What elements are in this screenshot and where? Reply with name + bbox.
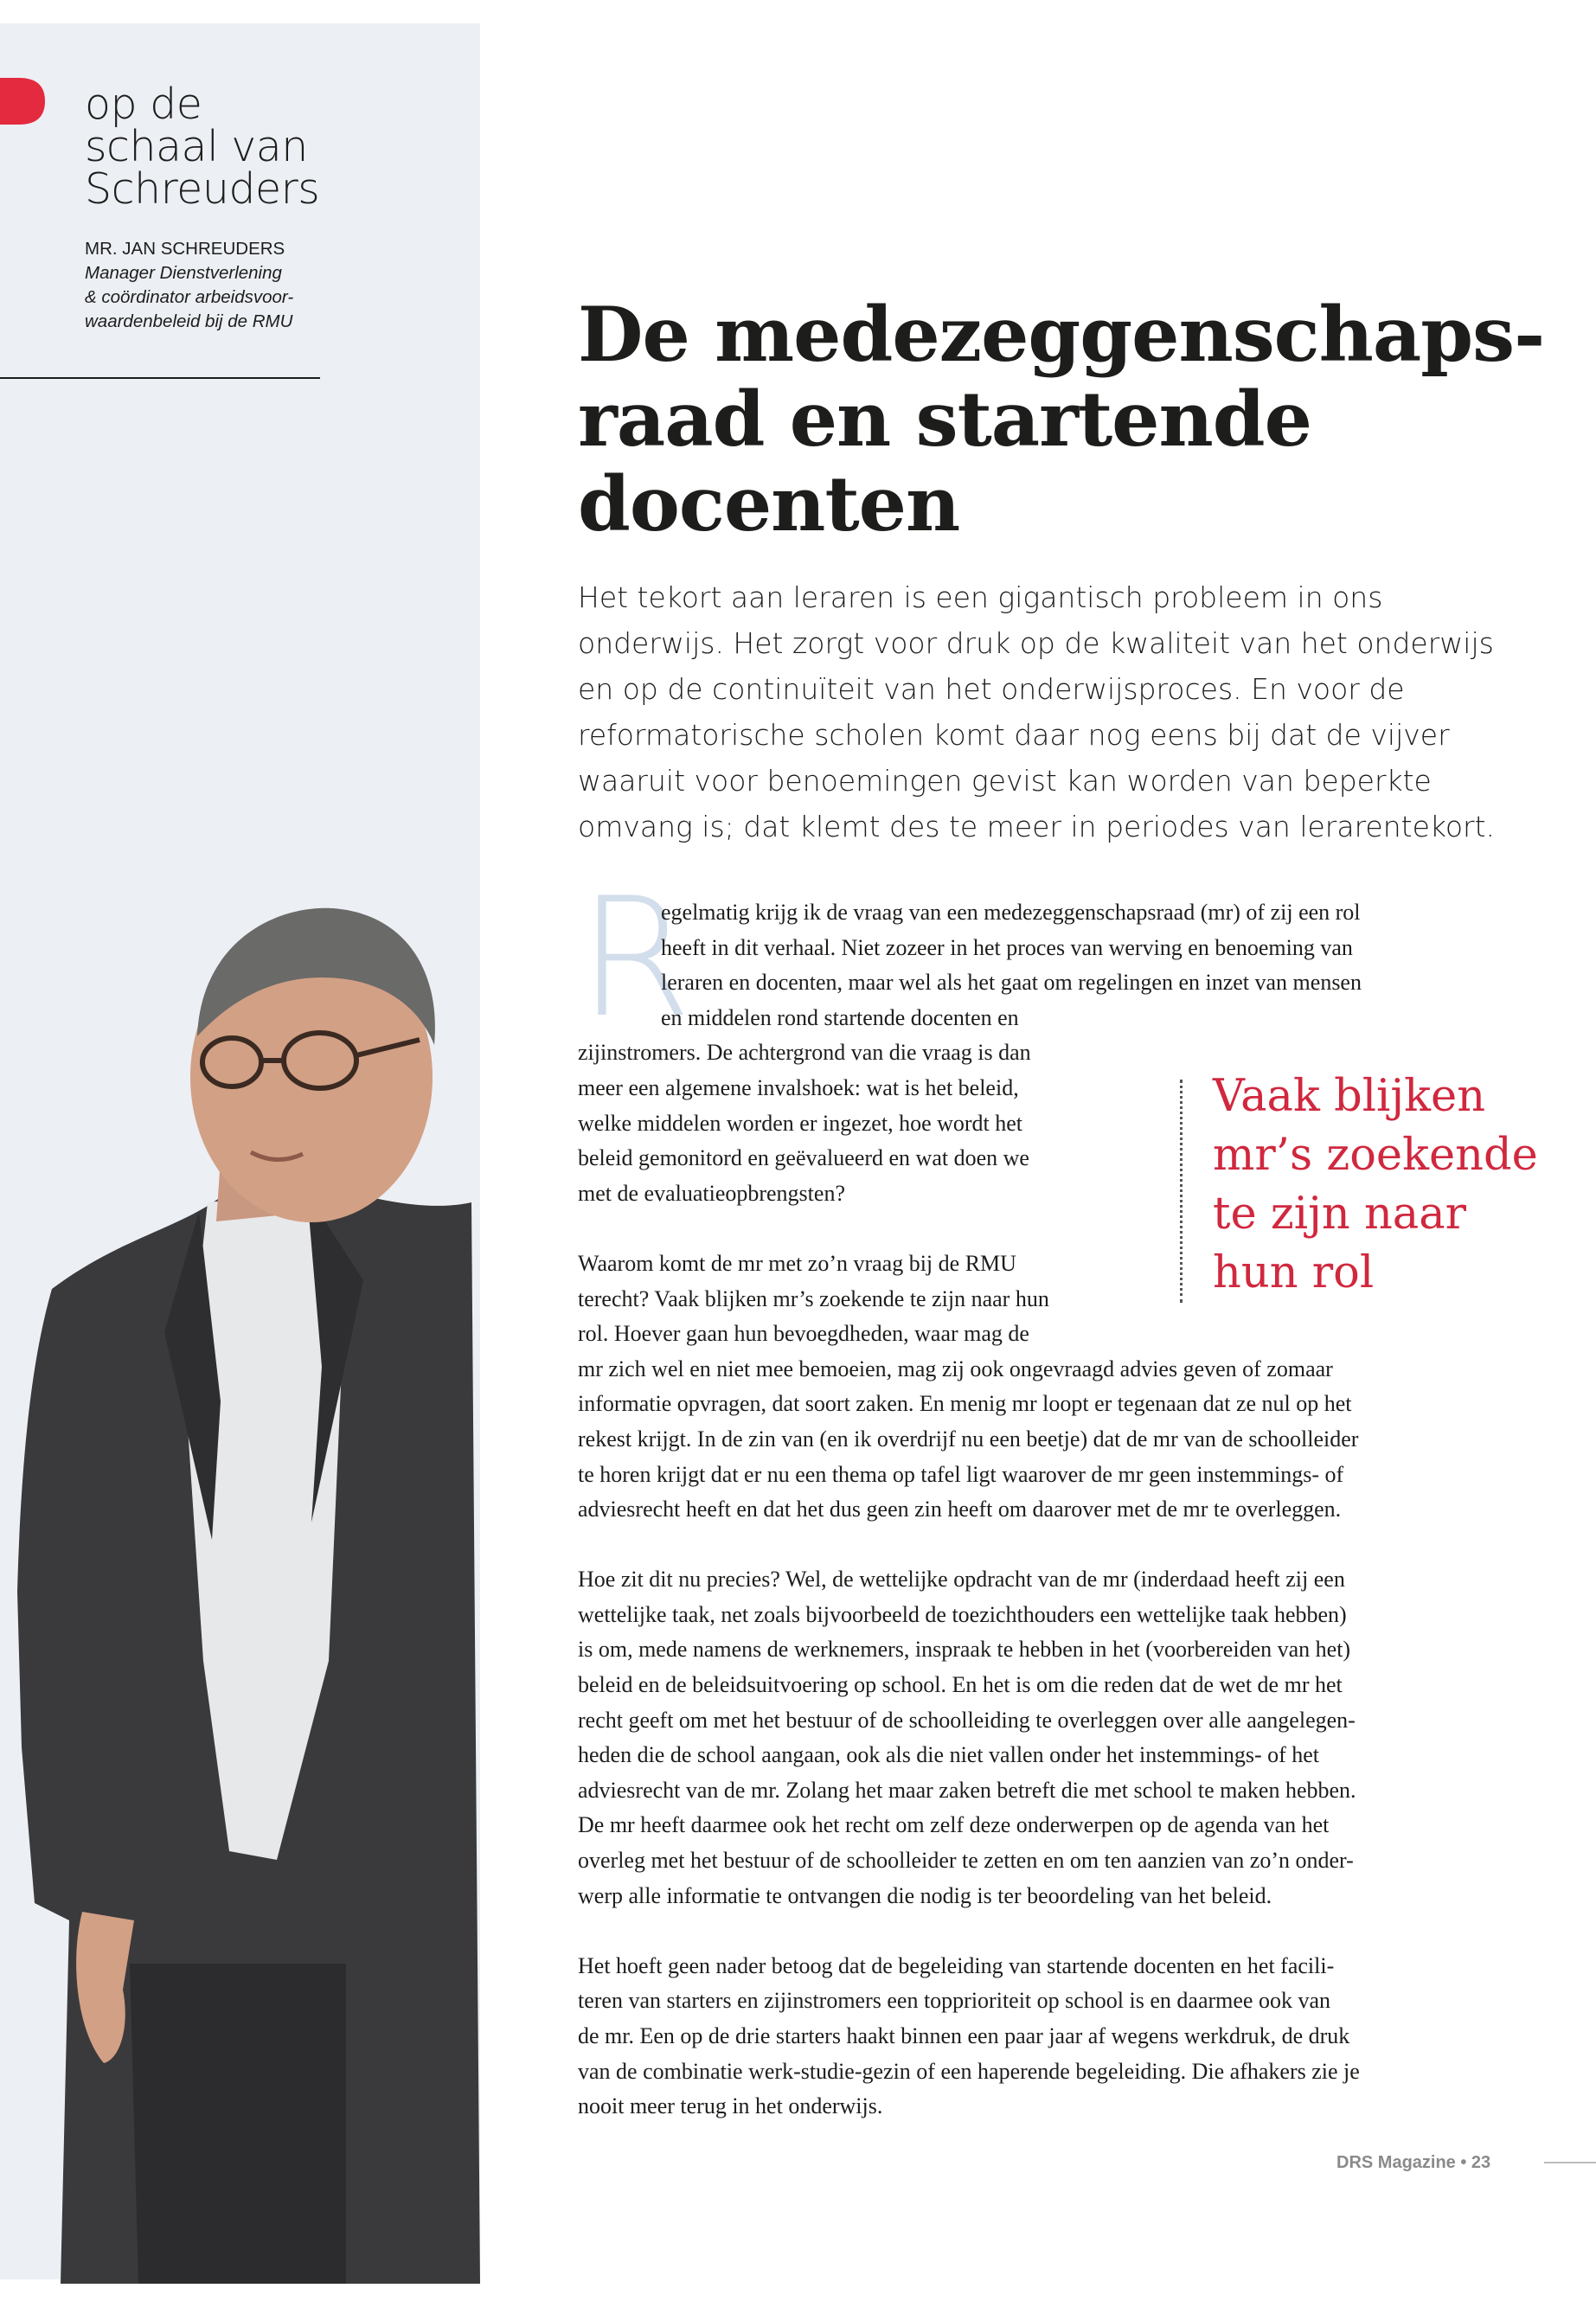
- body-line: mr zich wel en niet mee bemoeien, mag zij ook ongevraagd advies geven of zomaar: [578, 1356, 1333, 1381]
- intro-line: Het tekort aan leraren is een gigantisch probleem in ons: [578, 580, 1383, 614]
- author-role-line: & coördinator arbeidsvoor-: [85, 287, 294, 307]
- body-line: Hoe zit dit nu precies? Wel, de wettelijke opdracht van de mr (inderdaad heeft zij een: [578, 1567, 1345, 1593]
- body-line: overleg met het bestuur of de schoolleider te zetten en om ten aanzien van zo’n onder-: [578, 1848, 1354, 1874]
- pullquote: [1213, 1067, 1559, 1303]
- footer-rule: [1544, 2162, 1596, 2163]
- body-line: te horen krijgt dat er nu een thema op tafel ligt waarover de mr geen instemmings- of: [578, 1461, 1344, 1487]
- column-title-line: op de: [85, 80, 202, 129]
- column-title-line: schaal van: [85, 122, 308, 171]
- pullquote-line: te zijn naar: [1213, 1189, 1466, 1240]
- footer-magazine-page: DRS Magazine • 23: [1336, 2153, 1491, 2172]
- column-title: [85, 80, 465, 214]
- body-line: heden die de school aangaan, ook als die niet vallen onder het instemmings- of het: [578, 1742, 1320, 1768]
- author-name: MR. JAN SCHREUDERS: [85, 239, 285, 259]
- body-line: egelmatig krijg ik de vraag van een medezeggenschapsraad (mr) of zij een rol: [661, 900, 1361, 925]
- body-line: Waarom komt de mr met zo’n vraag bij de RMU: [578, 1250, 1016, 1276]
- body-line: met de evaluatieopbrengsten?: [578, 1180, 845, 1206]
- body-line: beleid en de beleidsuitvoering op school. En het is om die reden dat de wet de mr het: [578, 1672, 1343, 1698]
- body-line: van de combinatie werk-studie-gezin of een haperende begeleiding. Die afhakers zie je: [578, 2058, 1360, 2084]
- article-intro: [578, 574, 1547, 849]
- body-line: beleid gemonitord en geëvalueerd en wat doen we: [578, 1145, 1029, 1171]
- body-line: en middelen rond startende docenten en: [661, 1004, 1019, 1030]
- author-role-line: waardenbeleid bij de RMU: [85, 311, 293, 331]
- body-line: terecht? Vaak blijken mr’s zoekende te zijn naar hun: [578, 1285, 1049, 1311]
- author-portrait: [0, 882, 484, 2284]
- body-line: nooit meer terug in het onderwijs.: [578, 2093, 883, 2119]
- body-line: zijinstromers. De achtergrond van die vraag is dan: [578, 1040, 1031, 1066]
- body-line: rekest krijgt. In de zin van (en ik overdrijf nu een beetje) dat de mr van de schoolleider: [578, 1426, 1359, 1452]
- column-marker-icon: [0, 78, 45, 125]
- author-divider: [0, 377, 320, 379]
- intro-line: onderwijs. Het zorgt voor druk op de kwaliteit van het onderwijs: [578, 626, 1494, 660]
- page-footer: [1336, 2147, 1596, 2178]
- article-title-line: docenten: [578, 459, 960, 548]
- body-line: Het hoeft geen nader betoog dat de begeleiding van startende docenten en het facili-: [578, 1952, 1335, 1978]
- body-line: De mr heeft daarmee ook het recht om zelf deze onderwerpen op de agenda van het: [578, 1812, 1330, 1838]
- body-line: informatie opvragen, dat soort zaken. En menig mr loopt er tegenaan dat ze nul op het: [578, 1391, 1352, 1417]
- body-line: adviesrecht heeft en dat het dus geen zin heeft om daarover met de mr te overleggen.: [578, 1497, 1342, 1522]
- body-line: heeft in dit verhaal. Niet zozeer in het proces van werving en benoeming van: [661, 934, 1353, 960]
- intro-line: reformatorische scholen komt daar nog eens bij dat de vijver: [578, 718, 1450, 752]
- pullquote-divider: [1180, 1080, 1183, 1303]
- drop-cap: R: [578, 862, 693, 1054]
- pullquote-line: mr’s zoekende: [1213, 1130, 1538, 1181]
- column-title-line: Schreuders: [85, 164, 320, 214]
- pullquote-line: hun rol: [1213, 1247, 1375, 1298]
- body-line: teren van starters en zijinstromers een topprioriteit op school is en daarmee ook van: [578, 1988, 1330, 2014]
- article-title-line: raad en startende: [578, 375, 1311, 464]
- body-line: welke middelen worden er ingezet, hoe wordt het: [578, 1110, 1023, 1136]
- paragraph-3: [578, 1562, 1512, 1913]
- author-byline: [85, 237, 344, 334]
- paragraph-4: [578, 1949, 1512, 2125]
- intro-line: omvang is; dat klemt des te meer in periodes van lerarentekort.: [578, 810, 1496, 843]
- intro-line: waaruit voor benoemingen gevist kan worden van beperkte: [578, 764, 1432, 798]
- article-title-line: De medezeggenschaps-: [578, 290, 1545, 379]
- body-line: de mr. Een op de drie starters haakt binnen een paar jaar af wegens werkdruk, de druk: [578, 2023, 1350, 2048]
- body-line: leraren en docenten, maar wel als het gaat om regelingen en inzet van mensen: [661, 970, 1362, 996]
- author-role-line: Manager Dienstverlening: [85, 263, 282, 283]
- article-title: [578, 292, 1547, 547]
- body-line: werp alle informatie te ontvangen die nodig is ter beoordeling van het beleid.: [578, 1882, 1272, 1908]
- body-line: adviesrecht van de mr. Zolang het maar zaken betreft die met school te maken hebben.: [578, 1777, 1356, 1803]
- body-line: meer een algemene invalshoek: wat is het beleid,: [578, 1074, 1019, 1100]
- body-line: is om, mede namens de werknemers, inspraak te hebben in het (voorbereiden van het): [578, 1637, 1351, 1663]
- body-line: wettelijke taak, net zoals bijvoorbeeld de toezichthouders een wettelijke taak hebben): [578, 1601, 1347, 1627]
- body-line: rol. Hoever gaan hun bevoegdheden, waar mag de: [578, 1321, 1029, 1347]
- pullquote-line: Vaak blijken: [1213, 1071, 1486, 1122]
- intro-line: en op de continuïteit van het onderwijsproces. En voor de: [578, 672, 1405, 706]
- body-line: recht geeft om met het bestuur of de schoolleiding te overleggen over alle aangelegen-: [578, 1707, 1356, 1733]
